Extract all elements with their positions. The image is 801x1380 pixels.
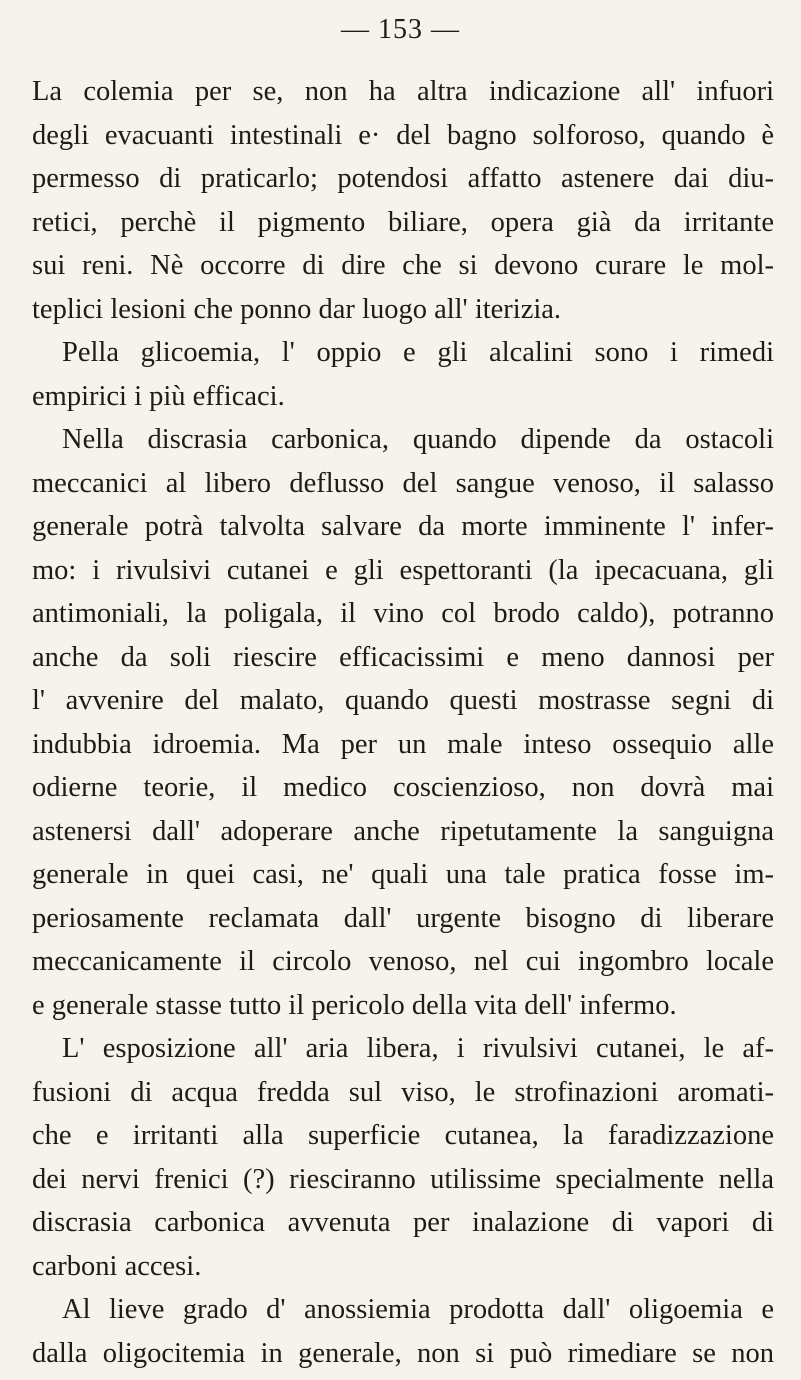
- text-line: L' esposizione all' aria libera, i rivulsivi cutanei, le af-: [62, 1033, 774, 1064]
- text-line: astenersi dall' adoperare anche ripetutamente la sanguigna: [32, 815, 774, 847]
- text-line: dei nervi frenici (?) riesciranno utilissime specialmente nella: [32, 1163, 774, 1195]
- text-line: e generale stasse tutto il pericolo della vita dell' infermo.: [32, 989, 677, 1021]
- text-line: l' avvenire del malato, quando questi mostrasse segni di: [32, 685, 774, 716]
- text-line: sui reni. Nè occorre di dire che si devono curare le mol-: [32, 250, 774, 281]
- text-line: generale in quei casi, ne' quali una tale pratica fosse im-: [32, 859, 774, 890]
- text-line: Al lieve grado d' anossiemia prodotta dall' oligoemia e: [62, 1294, 774, 1325]
- page-number-header: — 153 —: [341, 14, 460, 45]
- text-line: Nella discrasia carbonica, quando dipende da ostacoli: [62, 424, 774, 455]
- text-line: mo: i rivulsivi cutanei e gli espettoranti (la ipecacuana, gli: [32, 554, 774, 586]
- text-line: empirici i più efficaci.: [32, 380, 285, 412]
- text-line: meccanici al libero deflusso del sangue venoso, il salasso: [32, 467, 774, 499]
- text-line: La colemia per se, non ha altra indicazione all' infuori: [32, 76, 774, 107]
- text-line: dalla oligocitemia in generale, non si può rimediare se non: [32, 1337, 774, 1369]
- text-line: degli evacuanti intestinali e· del bagno solforoso, quando è: [32, 119, 774, 151]
- text-line: periosamente reclamata dall' urgente bisogno di liberare: [32, 902, 774, 934]
- text-line: anche da soli riescire efficacissimi e meno dannosi per: [32, 641, 774, 673]
- text-line: meccanicamente il circolo venoso, nel cui ingombro locale: [32, 946, 774, 977]
- text-line: Pella glicoemia, l' oppio e gli alcalini sono i rimedi: [62, 337, 774, 368]
- text-line: carboni accesi.: [32, 1250, 202, 1282]
- text-line: generale potrà talvolta salvare da morte imminente l' infer-: [32, 511, 774, 542]
- text-line: teplici lesioni che ponno dar luogo all' iterizia.: [32, 293, 562, 325]
- text-line: antimoniali, la poligala, il vino col brodo caldo), potranno: [32, 598, 774, 629]
- text-line: discrasia carbonica avvenuta per inalazione di vapori di: [32, 1207, 774, 1238]
- text-line: che e irritanti alla superficie cutanea, la faradizzazione: [32, 1120, 774, 1151]
- text-line: retici, perchè il pigmento biliare, opera già da irritante: [32, 206, 774, 238]
- text-line: indubbia idroemia. Ma per un male inteso ossequio alle: [32, 728, 774, 760]
- text-line: fusioni di acqua fredda sul viso, le strofinazioni aromati-: [32, 1076, 774, 1108]
- text-line: permesso di praticarlo; potendosi affatto astenere dai diu-: [32, 163, 774, 194]
- page-body-text: [32, 70, 774, 1375]
- text-line: odierne teorie, il medico coscienzioso, non dovrà mai: [32, 772, 774, 803]
